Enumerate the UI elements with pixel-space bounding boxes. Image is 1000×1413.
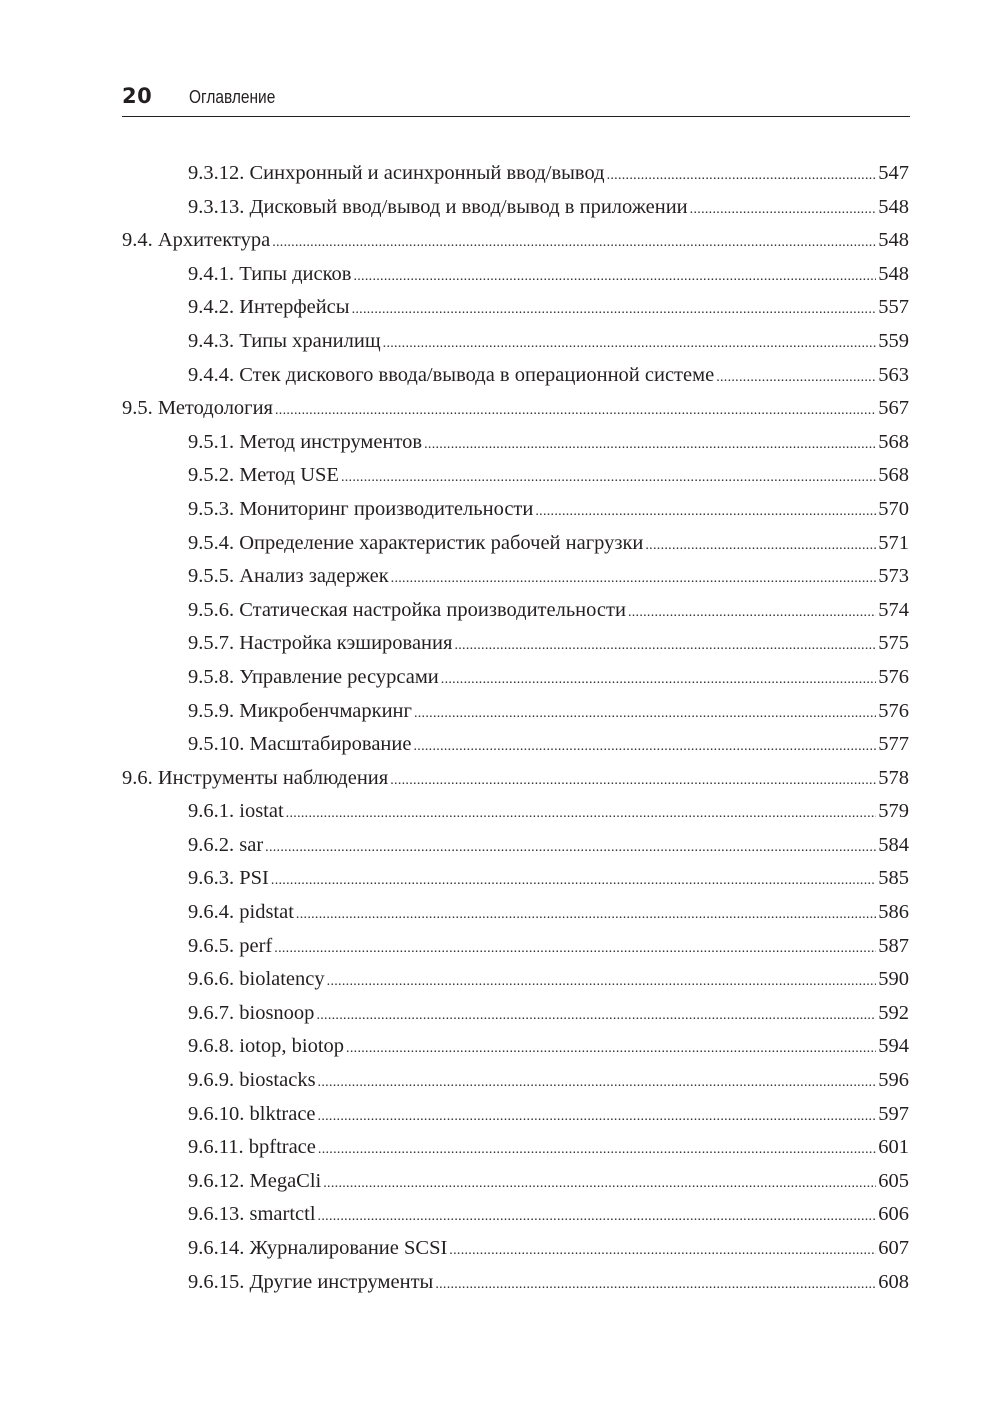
toc-entry-title: 9.5.8. Управление ресурсами (188, 665, 439, 688)
toc-subsection-entry[interactable] (122, 1232, 909, 1266)
toc-entry-title: 9.6.1. iostat (188, 800, 284, 823)
toc-entry-title: 9.5.5. Анализ задержек (188, 565, 389, 588)
toc-section-entry[interactable] (122, 392, 909, 426)
toc-entry-title: 9.5.10. Масштабирование (188, 733, 412, 756)
toc-entry-title: 9.6. Инструменты наблюдения (122, 766, 389, 789)
toc-entry-title: 9.6.13. smartctl (188, 1203, 316, 1226)
dot-leader (435, 1268, 876, 1302)
toc-subsection-entry[interactable] (122, 963, 909, 997)
toc-entry-title: 9.6.7. biosnoop (188, 1001, 315, 1024)
page-header (122, 82, 910, 117)
toc-entry-title: 9.6.5. perf (188, 934, 273, 957)
toc-entry-title: 9.4.2. Интерфейсы (188, 296, 350, 319)
dot-leader (628, 596, 876, 630)
dot-leader (716, 361, 876, 395)
toc-subsection-entry[interactable] (122, 594, 909, 628)
dot-leader (424, 428, 876, 462)
toc-subsection-entry[interactable] (122, 661, 909, 695)
toc-subsection-entry[interactable] (122, 1198, 909, 1232)
toc-entry-page-number: 547 (878, 162, 909, 184)
toc-entry-page-number: 557 (878, 296, 909, 319)
toc-entry-title: 9.6.15. Другие инструменты (188, 1270, 434, 1293)
toc-entry-page-number: 608 (878, 1270, 909, 1293)
toc-entry-page-number: 576 (878, 665, 909, 688)
dot-leader (318, 1133, 876, 1167)
dot-leader (414, 697, 876, 731)
dot-leader (296, 898, 876, 932)
toc-entry-title: 9.6.2. sar (188, 833, 264, 856)
toc-subsection-entry[interactable] (122, 1064, 909, 1098)
dot-leader (286, 797, 877, 831)
toc-subsection-entry[interactable] (122, 695, 909, 729)
toc-entry-title: 9.5. Методология (122, 397, 273, 420)
dot-leader (275, 394, 876, 428)
dot-leader (353, 260, 876, 294)
toc-subsection-entry[interactable] (122, 1131, 909, 1165)
toc-subsection-entry[interactable] (122, 459, 909, 493)
toc-entry-title: 9.4. Архитектура (122, 229, 271, 252)
dot-leader (390, 764, 876, 798)
toc-entry-title: 9.3.13. Дисковый ввод/вывод и ввод/вывод в приложении (188, 195, 688, 218)
toc-subsection-entry[interactable] (122, 191, 909, 225)
toc-subsection-entry[interactable] (122, 829, 909, 863)
running-title: Оглавление (189, 87, 276, 107)
dot-leader (607, 159, 877, 193)
toc-entry-page-number: 548 (878, 229, 909, 252)
toc-subsection-entry[interactable] (122, 157, 909, 191)
toc-subsection-entry[interactable] (122, 1266, 909, 1300)
dot-leader (441, 663, 876, 697)
toc-entry-page-number: 601 (878, 1136, 909, 1159)
toc-entry-page-number: 570 (878, 497, 909, 520)
dot-leader (318, 1200, 877, 1234)
dot-leader (690, 193, 877, 227)
toc-section-entry[interactable] (122, 762, 909, 796)
dot-leader (645, 529, 876, 563)
toc-section-entry[interactable] (122, 224, 909, 258)
toc-entry-page-number: 577 (878, 733, 909, 756)
dot-leader (449, 1234, 876, 1268)
toc-entry-title: 9.4.3. Типы хранилищ (188, 329, 381, 352)
toc-entry-page-number: 578 (878, 766, 909, 789)
toc-entry-page-number: 567 (878, 397, 909, 420)
toc-entry-title: 9.6.10. blktrace (188, 1102, 316, 1125)
dot-leader (391, 562, 877, 596)
toc-entry-page-number: 606 (878, 1203, 909, 1226)
toc-entry-title: 9.6.14. Журналирование SCSI (188, 1237, 448, 1259)
toc-subsection-entry[interactable] (122, 527, 909, 561)
toc-entry-title: 9.5.7. Настройка кэширования (188, 632, 453, 655)
toc-entry-title: 9.5.3. Мониторинг производительности (188, 497, 534, 520)
toc-entry-page-number: 587 (878, 934, 909, 957)
page-number: 20 (122, 84, 153, 108)
toc-subsection-entry[interactable] (122, 728, 909, 762)
dot-leader (535, 495, 876, 529)
toc-subsection-entry[interactable] (122, 627, 909, 661)
dot-leader (265, 831, 876, 865)
toc-entry-page-number: 586 (878, 901, 909, 924)
toc-subsection-entry[interactable] (122, 560, 909, 594)
dot-leader (271, 864, 876, 898)
dot-leader (341, 461, 876, 495)
toc-entry-page-number: 605 (878, 1169, 909, 1192)
dot-leader (274, 932, 876, 966)
toc-subsection-entry[interactable] (122, 795, 909, 829)
toc-entry-page-number: 568 (878, 464, 909, 487)
toc-entry-title: 9.5.2. Метод USE (188, 464, 339, 487)
toc-entry-page-number: 548 (878, 262, 909, 285)
toc-entry-title: 9.3.12. Синхронный и асинхронный ввод/вывод (188, 162, 605, 184)
toc-entry-page-number: 596 (878, 1069, 909, 1092)
toc-entry-page-number: 568 (878, 430, 909, 453)
toc-subsection-entry[interactable] (122, 896, 909, 930)
toc-entry-title: 9.6.9. biostacks (188, 1069, 316, 1092)
toc-subsection-entry[interactable] (122, 291, 909, 325)
toc-entry-page-number: 575 (878, 632, 909, 655)
toc-entry-page-number: 563 (878, 363, 909, 386)
toc-entry-title: 9.6.12. MegaCli (188, 1169, 322, 1192)
toc-entry-page-number: 579 (878, 800, 909, 823)
dot-leader (454, 629, 876, 663)
toc-entry-page-number: 590 (878, 968, 909, 991)
toc-entry-title: 9.5.9. Микробенчмаркинг (188, 699, 412, 722)
toc-subsection-entry[interactable] (122, 1165, 909, 1199)
toc-entry-page-number: 597 (878, 1102, 909, 1125)
toc-entry-title: 9.5.1. Метод инструментов (188, 430, 423, 453)
toc-subsection-entry[interactable] (122, 493, 909, 527)
toc-subsection-entry[interactable] (122, 930, 909, 964)
toc-entry-page-number: 574 (878, 598, 909, 621)
toc-entry-title: 9.6.11. bpftrace (188, 1136, 316, 1159)
dot-leader (383, 327, 877, 361)
table-of-contents (122, 157, 909, 1299)
dot-leader (352, 293, 877, 327)
toc-entry-page-number: 573 (878, 565, 909, 588)
toc-entry-title: 9.5.6. Статическая настройка производительности (188, 598, 626, 621)
toc-entry-title: 9.6.6. biolatency (188, 968, 325, 991)
toc-subsection-entry[interactable] (122, 1098, 909, 1132)
dot-leader (346, 1032, 876, 1066)
toc-subsection-entry[interactable] (122, 325, 909, 359)
toc-entry-title: 9.5.4. Определение характеристик рабочей нагрузки (188, 531, 644, 554)
toc-subsection-entry[interactable] (122, 258, 909, 292)
toc-entry-page-number: 607 (878, 1237, 909, 1259)
toc-subsection-entry[interactable] (122, 426, 909, 460)
dot-leader (316, 999, 876, 1033)
toc-entry-title: 9.4.4. Стек дискового ввода/вывода в операционной системе (188, 363, 715, 386)
toc-entry-title: 9.6.3. PSI (188, 867, 269, 890)
toc-entry-page-number: 585 (878, 867, 909, 890)
toc-entry-page-number: 571 (878, 531, 909, 554)
toc-subsection-entry[interactable] (122, 997, 909, 1031)
toc-subsection-entry[interactable] (122, 359, 909, 393)
dot-leader (318, 1066, 877, 1100)
toc-entry-title: 9.4.1. Типы дисков (188, 262, 352, 285)
toc-entry-page-number: 576 (878, 699, 909, 722)
toc-subsection-entry[interactable] (122, 862, 909, 896)
toc-entry-page-number: 559 (878, 329, 909, 352)
dot-leader (272, 226, 876, 260)
dot-leader (323, 1167, 876, 1201)
toc-entry-page-number: 584 (878, 833, 909, 856)
dot-leader (327, 965, 877, 999)
toc-entry-page-number: 548 (878, 195, 909, 218)
toc-entry-page-number: 592 (878, 1001, 909, 1024)
dot-leader (318, 1100, 877, 1134)
toc-entry-page-number: 594 (878, 1035, 909, 1058)
toc-entry-title: 9.6.4. pidstat (188, 901, 294, 924)
toc-entry-title: 9.6.8. iotop, biotop (188, 1035, 345, 1058)
toc-subsection-entry[interactable] (122, 1030, 909, 1064)
dot-leader (413, 730, 876, 764)
